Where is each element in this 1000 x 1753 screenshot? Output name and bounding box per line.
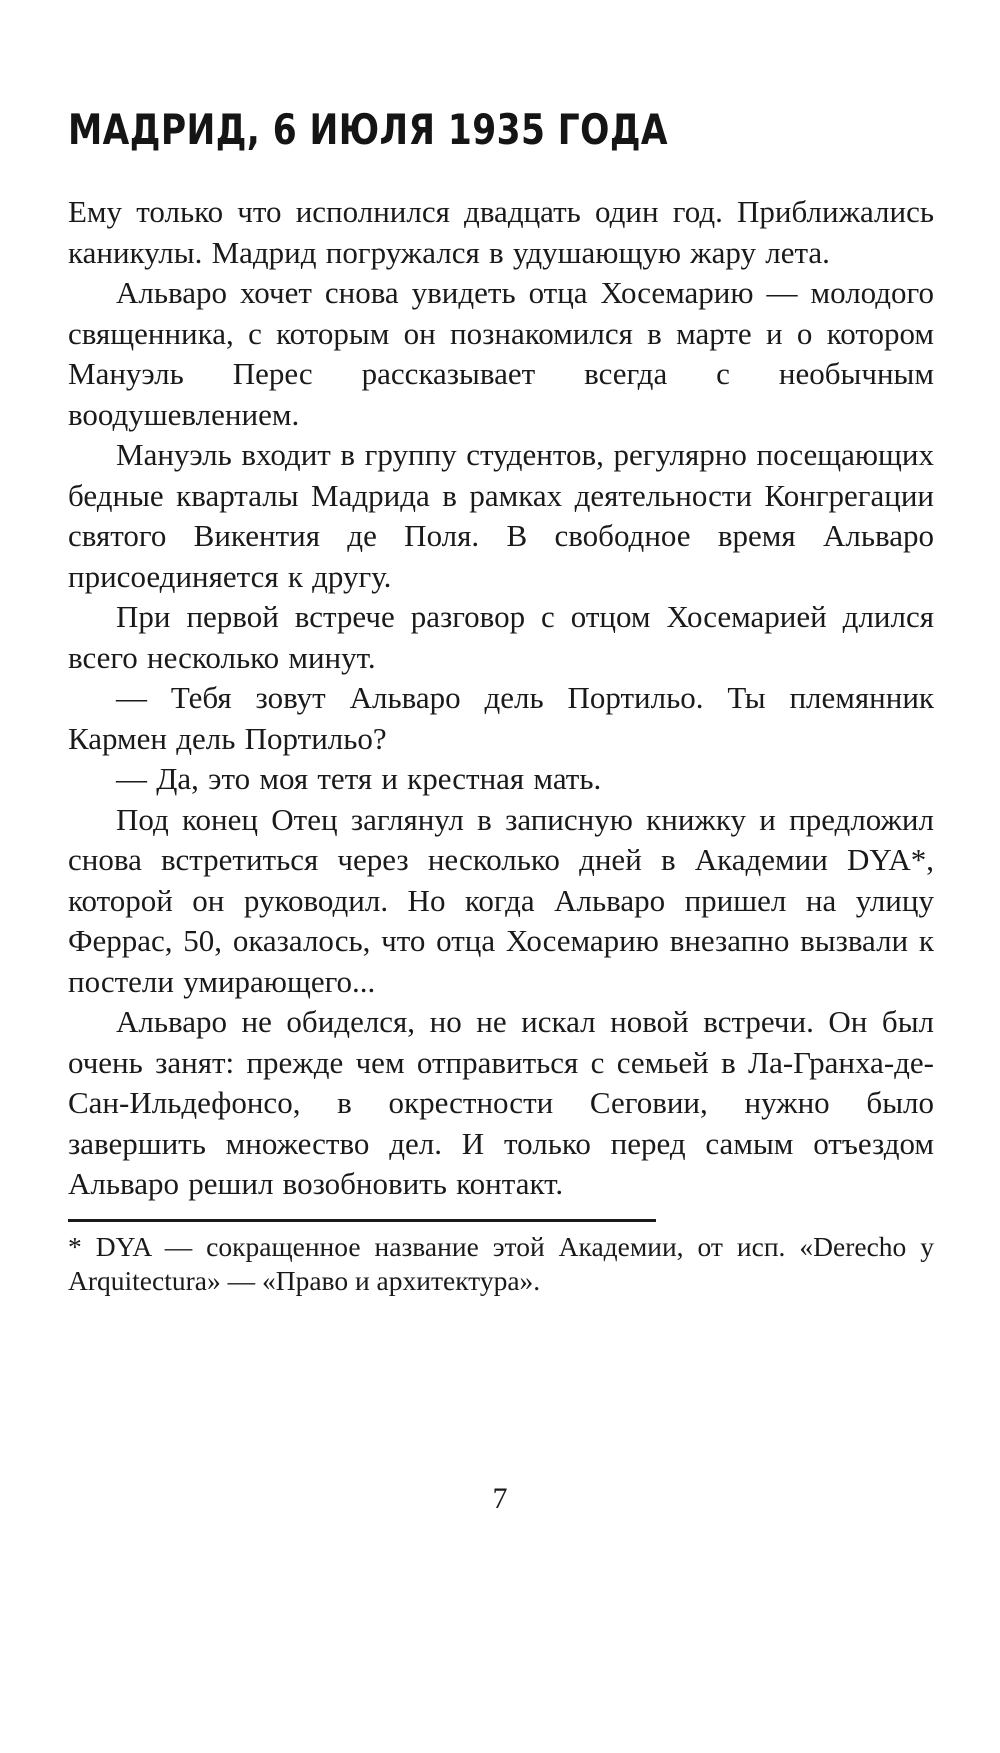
paragraph: Альваро не обиделся, но не искал новой встречи. Он был очень занят: прежде чем отправиться с семьей в Ла-Гранха-де-Сан-Ильдефонсо, в окрестности Сеговии, нужно было завершить множество дел. И только перед самым отъездом Альваро решил возобновить контакт.: [68, 1004, 934, 1201]
paragraph: При первой встрече разговор с отцом Хосемарией длился всего несколько минут.: [68, 599, 934, 675]
chapter-title: МАДРИД, 6 ИЮЛЯ 1935 ГОДА: [68, 105, 668, 154]
paragraph: Мануэль входит в группу студентов, регулярно посещающих бедные кварталы Мадрида в рамках деятельности Конгрегации святого Викентия де Поля. В свободное время Альваро присоединяется к другу.: [68, 437, 934, 594]
page-number: 7: [492, 1482, 508, 1515]
footnote-block: [68, 1219, 934, 1298]
paragraph-dialogue: — Тебя зовут Альваро дель Портильо. Ты племянник Кармен дель Портильо?: [68, 680, 934, 756]
footnote: * DYA — сокращенное название этой Академии, от исп. «Derecho y Arquitectura» — «Право и архитектура».: [68, 1230, 934, 1296]
footnote-divider: [68, 1219, 656, 1222]
paragraph: Ему только что исполнился двадцать один год. Приближались каникулы. Мадрид погружался в удушающую жару лета.: [68, 194, 934, 270]
body-text: [68, 192, 934, 1205]
paragraph: Под конец Отец заглянул в записную книжку и предложил снова встретиться через несколько дней в Академии DYA*, которой он руководил. Но когда Альваро пришел на улицу Феррас, 50, оказалось, что отца Хосемарию внезапно вызвали к постели умирающего...: [68, 801, 934, 999]
paragraph: Альваро хочет снова увидеть отца Хосемарию — молодого священника, с которым он познакомился в марте и о котором Мануэль Перес рассказывает всегда с необычным воодушевлением.: [68, 275, 934, 432]
paragraph-dialogue: — Да, это моя тетя и крестная мать.: [116, 761, 602, 796]
